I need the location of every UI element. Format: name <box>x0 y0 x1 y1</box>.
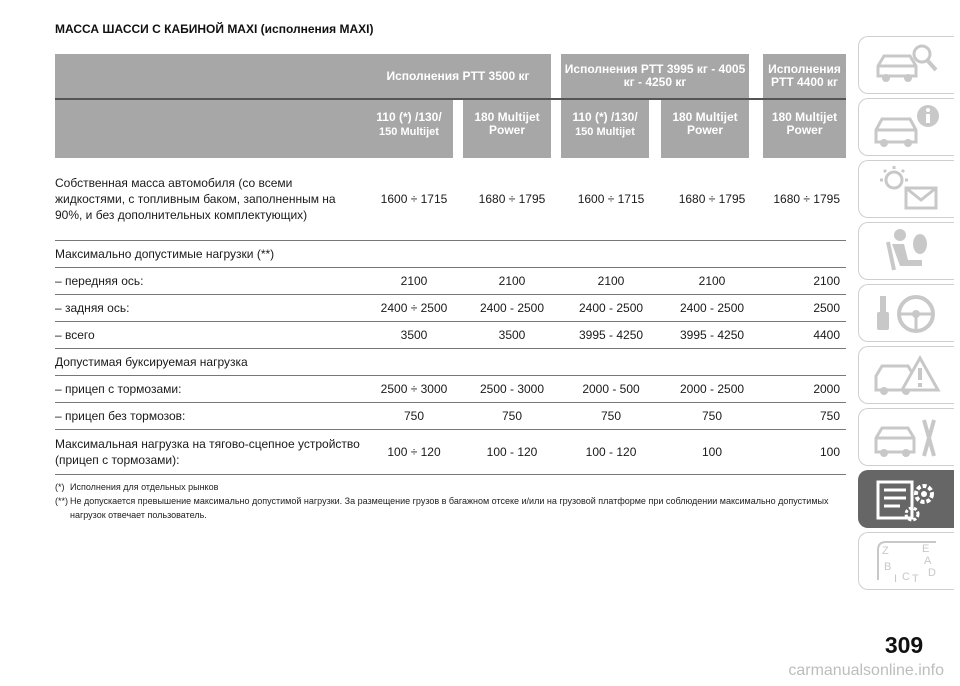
row-value <box>661 349 763 376</box>
engine-header-4: 180 Multijet Power <box>661 99 749 158</box>
row-value <box>463 241 561 268</box>
table-row <box>55 268 846 295</box>
row-value: 2400 ÷ 2500 <box>365 295 463 322</box>
tab-steering-key[interactable] <box>858 284 954 342</box>
row-label: Допустимая буксируемая нагрузка <box>55 349 365 376</box>
row-label: – всего <box>55 322 365 349</box>
weights-table <box>55 54 846 475</box>
group-header-3500: Исполнения PTT 3500 кг <box>365 54 551 99</box>
row-value: 2000 <box>763 376 846 403</box>
car-info-icon <box>870 102 944 152</box>
svg-text:Z: Z <box>881 545 889 557</box>
row-value: 100 - 120 <box>561 430 661 475</box>
watermark: carmanualsonline.info <box>788 662 944 679</box>
specs-gear-icon <box>870 474 944 524</box>
engine-header-1: 110 (*) /130/ 150 Multijet <box>365 99 453 158</box>
row-value: 750 <box>463 403 561 430</box>
tab-index[interactable] <box>858 532 954 590</box>
row-label: Максимальная нагрузка на тягово-сцепное устройство (прицеп с тормозами): <box>55 430 365 475</box>
group-header-3995-4250: Исполнения PTT 3995 кг - 4005 кг - 4250 кг <box>561 54 749 99</box>
table-row <box>55 158 846 241</box>
row-value: 2500 - 3000 <box>463 376 561 403</box>
row-value: 3995 - 4250 <box>561 322 661 349</box>
header-group-row <box>55 54 846 99</box>
svg-text:A: A <box>923 555 931 567</box>
row-value: 1600 ÷ 1715 <box>561 158 661 241</box>
tab-car-info[interactable] <box>858 98 954 156</box>
row-value: 2400 - 2500 <box>561 295 661 322</box>
row-value <box>365 241 463 268</box>
svg-text:C: C <box>901 571 910 583</box>
svg-text:B: B <box>883 561 891 573</box>
engine-header-3: 110 (*) /130/ 150 Multijet <box>561 99 649 158</box>
footnote-2: (**) Не допускается превышение максимально допустимой нагрузки. За размещение грузов в багажном отсеке и/или на грузовой платформе при соблюдении максимально допустимых нагрузок отвечает пользователь. <box>55 496 829 520</box>
footnotes <box>55 480 846 522</box>
steering-key-icon <box>870 288 944 338</box>
tab-car-search[interactable] <box>858 36 954 94</box>
tab-seat-airbag[interactable] <box>858 222 954 280</box>
row-value: 4400 <box>763 322 846 349</box>
header-blank-sub <box>55 99 365 158</box>
row-value: 2100 <box>763 268 846 295</box>
seat-airbag-icon <box>870 226 944 276</box>
row-label: Максимально допустимые нагрузки (**) <box>55 241 365 268</box>
svg-text:T: T <box>911 573 919 585</box>
table-body <box>55 158 846 475</box>
row-value: 2500 ÷ 3000 <box>365 376 463 403</box>
table-row <box>55 403 846 430</box>
row-value <box>561 349 661 376</box>
table-row <box>55 376 846 403</box>
group-header-4400: Исполнения PTT 4400 кг <box>763 54 846 99</box>
engine-header-5: 180 Multijet Power <box>763 99 846 158</box>
tab-car-warning[interactable] <box>858 346 954 404</box>
row-value: 1680 ÷ 1795 <box>661 158 763 241</box>
row-value: 2100 <box>463 268 561 295</box>
row-value: 2100 <box>561 268 661 295</box>
car-tools-icon <box>870 412 944 462</box>
row-label: – прицеп с тормозами: <box>55 376 365 403</box>
footnote-1: (*) Исполнения для отдельных рынков <box>55 482 219 492</box>
table-row <box>55 322 846 349</box>
row-value: 1680 ÷ 1795 <box>763 158 846 241</box>
table-row <box>55 295 846 322</box>
row-label: Собственная масса автомобиля (со всеми жидкостями, с топливным баком, заполненным на 90%, и без дополнительных комплектующих) <box>55 158 365 241</box>
row-value: 2400 - 2500 <box>463 295 561 322</box>
row-value <box>463 349 561 376</box>
row-value: 3500 <box>365 322 463 349</box>
svg-text:D: D <box>927 567 936 579</box>
svg-text:I: I <box>893 573 897 585</box>
row-value: 100 ÷ 120 <box>365 430 463 475</box>
row-value: 100 - 120 <box>463 430 561 475</box>
row-value: 750 <box>763 403 846 430</box>
row-value: 2000 - 500 <box>561 376 661 403</box>
row-value: 1600 ÷ 1715 <box>365 158 463 241</box>
alphabet-index-icon <box>870 536 944 586</box>
row-value <box>561 241 661 268</box>
row-value <box>763 241 846 268</box>
row-value: 3500 <box>463 322 561 349</box>
car-search-icon <box>870 40 944 90</box>
row-value: 1680 ÷ 1795 <box>463 158 561 241</box>
chapter-tabs <box>858 36 955 594</box>
row-label: – прицеп без тормозов: <box>55 403 365 430</box>
row-value: 100 <box>763 430 846 475</box>
row-value: 2100 <box>365 268 463 295</box>
tab-warning-lights[interactable] <box>858 160 954 218</box>
header-engine-row <box>55 99 846 158</box>
car-warning-triangle-icon <box>870 350 944 400</box>
row-value: 2400 - 2500 <box>661 295 763 322</box>
tab-specs[interactable] <box>858 470 954 528</box>
header-blank <box>55 54 365 99</box>
engine-header-2: 180 Multijet Power <box>463 99 551 158</box>
svg-text:E: E <box>921 543 929 555</box>
row-value: 750 <box>365 403 463 430</box>
row-value <box>661 241 763 268</box>
row-value: 2500 <box>763 295 846 322</box>
row-value: 100 <box>661 430 763 475</box>
tab-car-tools[interactable] <box>858 408 954 466</box>
row-value <box>365 349 463 376</box>
row-value: 750 <box>561 403 661 430</box>
page-number: 309 <box>884 632 924 658</box>
warning-lights-icon <box>870 164 944 214</box>
row-value: 2000 - 2500 <box>661 376 763 403</box>
table-row <box>55 349 846 376</box>
row-label: – передняя ось: <box>55 268 365 295</box>
table-row <box>55 430 846 475</box>
row-label: – задняя ось: <box>55 295 365 322</box>
row-value: 2100 <box>661 268 763 295</box>
row-value: 750 <box>661 403 763 430</box>
row-value <box>763 349 846 376</box>
table-row <box>55 241 846 268</box>
section-title: МАССА ШАССИ С КАБИНОЙ MAXI (исполнения MAXI) <box>55 22 374 36</box>
row-value: 3995 - 4250 <box>661 322 763 349</box>
